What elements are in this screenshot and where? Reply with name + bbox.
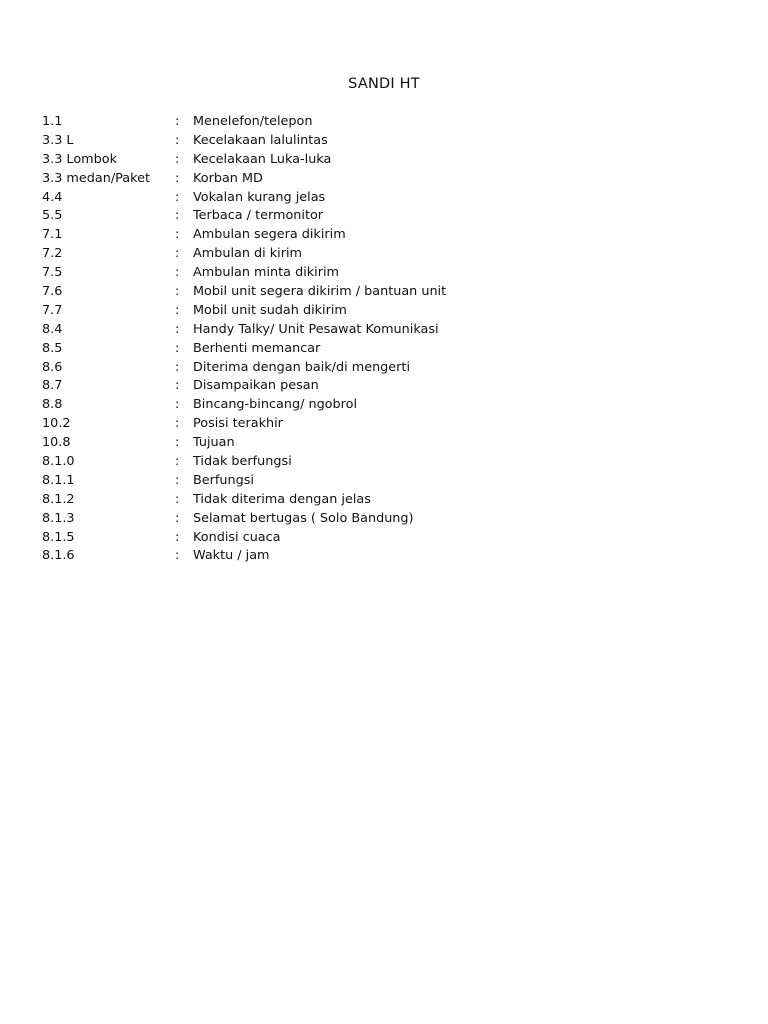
colon-separator: : [175, 435, 180, 451]
colon-separator: : [175, 189, 180, 205]
colon-separator: : [175, 472, 180, 488]
list-item [42, 302, 742, 321]
code-meaning: Bincang-bincang/ ngobrol [193, 397, 358, 413]
colon-separator: : [175, 302, 180, 318]
code-key: 8.8 [42, 397, 63, 413]
code-key: 5.5 [42, 208, 63, 224]
list-item [42, 321, 742, 340]
list-item [42, 529, 742, 548]
list-item [42, 396, 742, 415]
code-meaning: Tidak diterima dengan jelas [193, 491, 371, 507]
code-meaning: Selamat bertugas ( Solo Bandung) [193, 510, 414, 526]
list-item [42, 245, 742, 264]
list-item [42, 472, 742, 491]
code-key: 7.7 [42, 302, 63, 318]
code-meaning: Handy Talky/ Unit Pesawat Komunikasi [193, 321, 439, 337]
code-key: 7.5 [42, 265, 63, 281]
colon-separator: : [175, 416, 180, 432]
code-key: 7.2 [42, 246, 63, 262]
colon-separator: : [175, 491, 180, 507]
colon-separator: : [175, 548, 180, 564]
list-item [42, 283, 742, 302]
colon-separator: : [175, 208, 180, 224]
colon-separator: : [175, 265, 180, 281]
code-meaning: Vokalan kurang jelas [193, 189, 326, 205]
colon-separator: : [175, 227, 180, 243]
code-meaning: Tujuan [193, 435, 235, 451]
list-item [42, 359, 742, 378]
list-item [42, 340, 742, 359]
colon-separator: : [175, 246, 180, 262]
colon-separator: : [175, 114, 180, 129]
code-key: 8.5 [42, 340, 63, 356]
code-key: 1.1 [42, 114, 63, 129]
code-list [42, 113, 742, 566]
code-key: 8.1.3 [42, 510, 75, 526]
list-item [42, 491, 742, 510]
colon-separator: : [175, 340, 180, 356]
code-meaning: Ambulan minta dikirim [193, 265, 340, 281]
code-key: 8.1.2 [42, 491, 75, 507]
list-item [42, 226, 742, 245]
list-item [42, 547, 742, 566]
colon-separator: : [175, 321, 180, 337]
code-meaning: Ambulan segera dikirim [193, 227, 346, 243]
colon-separator: : [175, 397, 180, 413]
page-title: SANDI HT [348, 76, 420, 92]
code-key: 3.3 Lombok [42, 151, 117, 167]
code-meaning: Disampaikan pesan [193, 378, 319, 394]
colon-separator: : [175, 378, 180, 394]
code-key: 8.6 [42, 359, 63, 375]
code-key: 8.1.5 [42, 529, 75, 545]
code-meaning: Mobil unit sudah dikirim [193, 302, 347, 318]
colon-separator: : [175, 359, 180, 375]
code-meaning: Berhenti memancar [193, 340, 321, 356]
colon-separator: : [175, 170, 180, 186]
code-meaning: Ambulan di kirim [193, 246, 303, 262]
colon-separator: : [175, 151, 180, 167]
code-key: 3.3 medan/Paket [42, 170, 150, 186]
code-key: 4.4 [42, 189, 63, 205]
code-meaning: Kecelakaan Luka-luka [193, 151, 332, 167]
code-key: 8.1.6 [42, 548, 75, 564]
list-item [42, 434, 742, 453]
list-item [42, 113, 742, 132]
code-meaning: Tidak berfungsi [193, 454, 292, 470]
list-item [42, 415, 742, 434]
code-meaning: Diterima dengan baik/di mengerti [193, 359, 411, 375]
code-key: 8.4 [42, 321, 63, 337]
code-meaning: Kecelakaan lalulintas [193, 132, 328, 148]
code-key: 10.8 [42, 435, 71, 451]
colon-separator: : [175, 454, 180, 470]
colon-separator: : [175, 284, 180, 300]
list-item [42, 377, 742, 396]
code-key: 8.1.1 [42, 472, 75, 488]
code-meaning: Waktu / jam [193, 548, 270, 564]
list-item [42, 453, 742, 472]
code-key: 7.6 [42, 284, 63, 300]
code-meaning: Terbaca / termonitor [193, 208, 324, 224]
code-key: 8.7 [42, 378, 63, 394]
code-meaning: Posisi terakhir [193, 416, 283, 432]
code-meaning: Mobil unit segera dikirim / bantuan unit [193, 284, 447, 300]
code-meaning: Berfungsi [193, 472, 254, 488]
colon-separator: : [175, 529, 180, 545]
list-item [42, 170, 742, 189]
list-item [42, 264, 742, 283]
colon-separator: : [175, 132, 180, 148]
list-item [42, 151, 742, 170]
list-item [42, 189, 742, 208]
code-meaning: Menelefon/telepon [193, 114, 313, 129]
list-item [42, 132, 742, 151]
code-key: 8.1.0 [42, 454, 75, 470]
list-item [42, 510, 742, 529]
list-item [42, 207, 742, 226]
code-meaning: Korban MD [193, 170, 263, 186]
colon-separator: : [175, 510, 180, 526]
code-key: 10.2 [42, 416, 71, 432]
code-key: 3.3 L [42, 132, 74, 148]
code-key: 7.1 [42, 227, 63, 243]
code-meaning: Kondisi cuaca [193, 529, 281, 545]
